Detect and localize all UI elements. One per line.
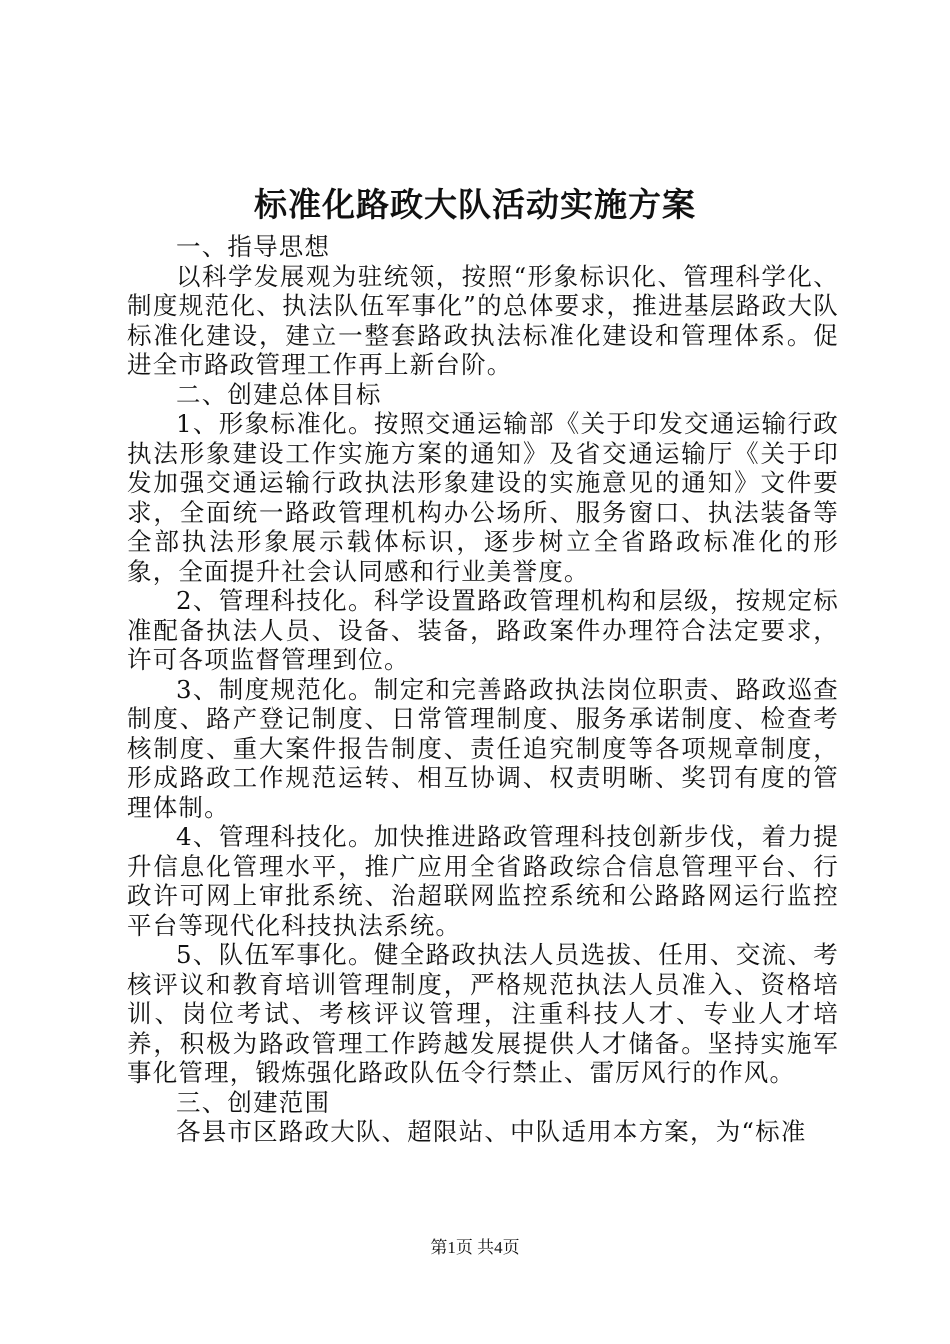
paragraph-goal-team-militarization: 5、队伍军事化。健全路政执法人员选拔、任用、交流、考核评议和教育培训管理制度，严格规范执法人员准入、资格培训、岗位考试、考核评议管理，注重科技人才、专业人才培养，积极为路政管理工作跨越发展提供人才储备。坚持实施军事化管理，锻炼强化路政队伍令行禁止、雷厉风行的作风。 <box>127 940 839 1087</box>
paragraph-goal-management-technology-2: 4、管理科技化。加快推进路政管理科技创新步伐，着力提升信息化管理水平，推广应用全省路政综合信息管理平台、行政许可网上审批系统、治超联网监控系统和公路路网运行监控平台等现代化科技执法系统。 <box>127 822 839 940</box>
paragraph-goal-system-standardization: 3、制度规范化。制定和完善路政执法岗位职责、路政巡查制度、路产登记制度、日常管理制度、服务承诺制度、检查考核制度、重大案件报告制度、责任追究制度等各项规章制度，形成路政工作规范运转、相互协调、权责明晰、奖罚有度的管理体制。 <box>127 674 839 822</box>
document-body <box>127 232 839 1147</box>
document-title: 标准化路政大队活动实施方案 <box>254 185 696 224</box>
paragraph-goal-image-standardization: 1、形象标准化。按照交通运输部《关于印发交通运输行政执法形象建设工作实施方案的通知》及省交通运输厅《关于印发加强交通运输行政执法形象建设的实施意见的通知》文件要求，全面统一路政管理机构办公场所、服务窗口、执法装备等全部执法形象展示载体标识，逐步树立全省路政标准化的形象，全面提升社会认同感和行业美誉度。 <box>127 409 839 586</box>
section-heading-guiding-ideology: 一、指导思想 <box>176 232 331 261</box>
page-number-footer: 第1页 共4页 <box>430 1238 520 1257</box>
section-heading-scope: 三、创建范围 <box>176 1087 331 1117</box>
paragraph-guiding-ideology: 以科学发展观为驻统领，按照“形象标识化、管理科学化、制度规范化、执法队伍军事化”的总体要求，推进基层路政大队标准化建设，建立一整套路政执法标准化建设和管理体系。促进全市路政管理工作再上新台阶。 <box>127 261 839 379</box>
section-heading-overall-goals: 二、创建总体目标 <box>176 379 382 409</box>
paragraph-goal-management-technology: 2、管理科技化。科学设置路政管理机构和层级，按规定标准配备执法人员、设备、装备，路政案件办理符合法定要求，许可各项监督管理到位。 <box>127 586 839 674</box>
paragraph-scope: 各县市区路政大队、超限站、中队适用本方案，为“标准 <box>176 1117 807 1146</box>
